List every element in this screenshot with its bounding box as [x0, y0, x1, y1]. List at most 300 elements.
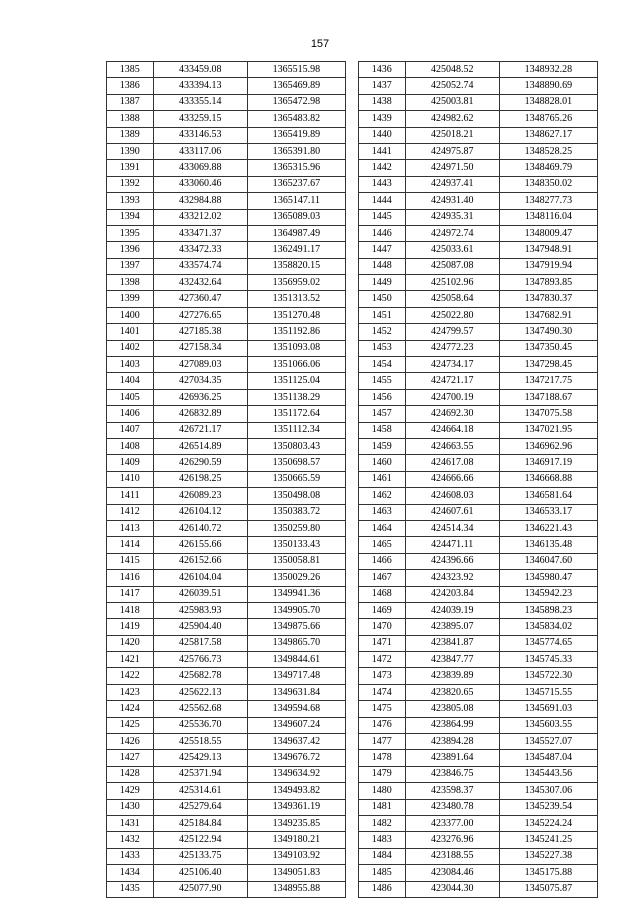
- point-number-cell: 1396: [107, 242, 154, 258]
- table-row: [359, 78, 598, 94]
- y-coordinate-cell: 1345175.88: [499, 865, 597, 881]
- table-row: [107, 258, 346, 274]
- x-coordinate-cell: 424721.17: [405, 373, 499, 389]
- y-coordinate-cell: 1345942.23: [499, 586, 597, 602]
- y-coordinate-cell: 1346581.64: [499, 488, 597, 504]
- y-coordinate-cell: 1358820.15: [247, 258, 345, 274]
- y-coordinate-cell: 1349235.85: [247, 815, 345, 831]
- y-coordinate-cell: 1348765.26: [499, 111, 597, 127]
- point-number-cell: 1475: [359, 701, 406, 717]
- x-coordinate-cell: 423820.65: [405, 684, 499, 700]
- y-coordinate-cell: 1345307.06: [499, 783, 597, 799]
- table-row: [107, 275, 346, 291]
- y-coordinate-cell: 1349637.42: [247, 734, 345, 750]
- y-coordinate-cell: 1365469.89: [247, 78, 345, 94]
- y-coordinate-cell: 1350029.26: [247, 570, 345, 586]
- y-coordinate-cell: 1345443.56: [499, 766, 597, 782]
- point-number-cell: 1385: [107, 62, 154, 78]
- point-number-cell: 1416: [107, 570, 154, 586]
- point-number-cell: 1427: [107, 750, 154, 766]
- point-number-cell: 1444: [359, 193, 406, 209]
- x-coordinate-cell: 427158.34: [153, 340, 247, 356]
- point-number-cell: 1438: [359, 94, 406, 110]
- y-coordinate-cell: 1345241.25: [499, 832, 597, 848]
- point-number-cell: 1402: [107, 340, 154, 356]
- table-row: [359, 455, 598, 471]
- point-number-cell: 1457: [359, 406, 406, 422]
- y-coordinate-cell: 1351270.48: [247, 307, 345, 323]
- table-row: [107, 750, 346, 766]
- point-number-cell: 1463: [359, 504, 406, 520]
- y-coordinate-cell: 1348009.47: [499, 225, 597, 241]
- x-coordinate-cell: 426721.17: [153, 422, 247, 438]
- point-number-cell: 1484: [359, 848, 406, 864]
- point-number-cell: 1400: [107, 307, 154, 323]
- table-row: [107, 143, 346, 159]
- y-coordinate-cell: 1349676.72: [247, 750, 345, 766]
- table-row: [359, 275, 598, 291]
- table-row: [107, 684, 346, 700]
- table-row: [359, 406, 598, 422]
- point-number-cell: 1412: [107, 504, 154, 520]
- y-coordinate-cell: 1351192.86: [247, 324, 345, 340]
- x-coordinate-cell: 423847.77: [405, 652, 499, 668]
- y-coordinate-cell: 1350698.57: [247, 455, 345, 471]
- y-coordinate-cell: 1347919.94: [499, 258, 597, 274]
- y-coordinate-cell: 1347490.30: [499, 324, 597, 340]
- point-number-cell: 1422: [107, 668, 154, 684]
- y-coordinate-cell: 1365237.67: [247, 176, 345, 192]
- point-number-cell: 1420: [107, 635, 154, 651]
- x-coordinate-cell: 424203.84: [405, 586, 499, 602]
- x-coordinate-cell: 423044.30: [405, 881, 499, 897]
- x-coordinate-cell: 425033.61: [405, 242, 499, 258]
- x-coordinate-cell: 424972.74: [405, 225, 499, 241]
- table-row: [359, 111, 598, 127]
- table-row: [359, 553, 598, 569]
- point-number-cell: 1397: [107, 258, 154, 274]
- table-row: [359, 504, 598, 520]
- point-number-cell: 1386: [107, 78, 154, 94]
- y-coordinate-cell: 1348932.28: [499, 62, 597, 78]
- point-number-cell: 1459: [359, 438, 406, 454]
- page-number: 157: [310, 38, 330, 50]
- y-coordinate-cell: 1348528.25: [499, 143, 597, 159]
- table-row: [107, 307, 346, 323]
- point-number-cell: 1439: [359, 111, 406, 127]
- table-row: [359, 602, 598, 618]
- x-coordinate-cell: 426155.66: [153, 537, 247, 553]
- point-number-cell: 1437: [359, 78, 406, 94]
- point-number-cell: 1395: [107, 225, 154, 241]
- point-number-cell: 1403: [107, 357, 154, 373]
- point-number-cell: 1472: [359, 652, 406, 668]
- table-row: [107, 488, 346, 504]
- point-number-cell: 1418: [107, 602, 154, 618]
- x-coordinate-cell: 423891.64: [405, 750, 499, 766]
- table-row: [359, 766, 598, 782]
- point-number-cell: 1455: [359, 373, 406, 389]
- x-coordinate-cell: 424608.03: [405, 488, 499, 504]
- point-number-cell: 1435: [107, 881, 154, 897]
- point-number-cell: 1478: [359, 750, 406, 766]
- x-coordinate-cell: 423480.78: [405, 799, 499, 815]
- table-row: [359, 143, 598, 159]
- point-number-cell: 1447: [359, 242, 406, 258]
- x-coordinate-cell: 425983.93: [153, 602, 247, 618]
- x-coordinate-cell: 433459.08: [153, 62, 247, 78]
- point-number-cell: 1408: [107, 438, 154, 454]
- x-coordinate-cell: 432984.88: [153, 193, 247, 209]
- x-coordinate-cell: 433069.88: [153, 160, 247, 176]
- x-coordinate-cell: 433472.33: [153, 242, 247, 258]
- x-coordinate-cell: 433259.15: [153, 111, 247, 127]
- y-coordinate-cell: 1349180.21: [247, 832, 345, 848]
- point-number-cell: 1411: [107, 488, 154, 504]
- table-row: [359, 668, 598, 684]
- table-row: [359, 340, 598, 356]
- table-row: [359, 291, 598, 307]
- point-number-cell: 1486: [359, 881, 406, 897]
- y-coordinate-cell: 1349717.48: [247, 668, 345, 684]
- x-coordinate-cell: 424935.31: [405, 209, 499, 225]
- x-coordinate-cell: 425766.73: [153, 652, 247, 668]
- y-coordinate-cell: 1347188.67: [499, 389, 597, 405]
- y-coordinate-cell: 1365419.89: [247, 127, 345, 143]
- point-number-cell: 1465: [359, 537, 406, 553]
- table-row: [107, 701, 346, 717]
- point-number-cell: 1433: [107, 848, 154, 864]
- table-row: [359, 652, 598, 668]
- point-number-cell: 1483: [359, 832, 406, 848]
- y-coordinate-cell: 1349493.82: [247, 783, 345, 799]
- x-coordinate-cell: 427360.47: [153, 291, 247, 307]
- point-number-cell: 1452: [359, 324, 406, 340]
- y-coordinate-cell: 1345691.03: [499, 701, 597, 717]
- y-coordinate-cell: 1345239.54: [499, 799, 597, 815]
- x-coordinate-cell: 427276.65: [153, 307, 247, 323]
- x-coordinate-cell: 427089.03: [153, 357, 247, 373]
- y-coordinate-cell: 1348955.88: [247, 881, 345, 897]
- y-coordinate-cell: 1351138.29: [247, 389, 345, 405]
- point-number-cell: 1462: [359, 488, 406, 504]
- point-number-cell: 1468: [359, 586, 406, 602]
- table-row: [359, 750, 598, 766]
- x-coordinate-cell: 424323.92: [405, 570, 499, 586]
- y-coordinate-cell: 1365391.80: [247, 143, 345, 159]
- table-row: [359, 160, 598, 176]
- y-coordinate-cell: 1345227.38: [499, 848, 597, 864]
- table-row: [359, 438, 598, 454]
- point-number-cell: 1404: [107, 373, 154, 389]
- x-coordinate-cell: 433355.14: [153, 94, 247, 110]
- x-coordinate-cell: 424666.66: [405, 471, 499, 487]
- x-coordinate-cell: 427185.38: [153, 324, 247, 340]
- x-coordinate-cell: 425817.58: [153, 635, 247, 651]
- point-number-cell: 1413: [107, 520, 154, 536]
- point-number-cell: 1429: [107, 783, 154, 799]
- x-coordinate-cell: 425622.13: [153, 684, 247, 700]
- y-coordinate-cell: 1349865.70: [247, 635, 345, 651]
- point-number-cell: 1466: [359, 553, 406, 569]
- x-coordinate-cell: 424607.61: [405, 504, 499, 520]
- x-coordinate-cell: 423864.99: [405, 717, 499, 733]
- y-coordinate-cell: 1348277.73: [499, 193, 597, 209]
- y-coordinate-cell: 1348627.17: [499, 127, 597, 143]
- y-coordinate-cell: 1347217.75: [499, 373, 597, 389]
- table-row: [359, 832, 598, 848]
- point-number-cell: 1424: [107, 701, 154, 717]
- x-coordinate-cell: 425102.96: [405, 275, 499, 291]
- table-row: [107, 586, 346, 602]
- x-coordinate-cell: 424664.18: [405, 422, 499, 438]
- point-number-cell: 1441: [359, 143, 406, 159]
- point-number-cell: 1417: [107, 586, 154, 602]
- y-coordinate-cell: 1347682.91: [499, 307, 597, 323]
- x-coordinate-cell: 426039.51: [153, 586, 247, 602]
- y-coordinate-cell: 1345487.04: [499, 750, 597, 766]
- table-row: [107, 438, 346, 454]
- x-coordinate-cell: 425058.64: [405, 291, 499, 307]
- x-coordinate-cell: 424975.87: [405, 143, 499, 159]
- x-coordinate-cell: 426140.72: [153, 520, 247, 536]
- table-row: [107, 734, 346, 750]
- y-coordinate-cell: 1347075.58: [499, 406, 597, 422]
- point-number-cell: 1443: [359, 176, 406, 192]
- point-number-cell: 1398: [107, 275, 154, 291]
- x-coordinate-cell: 424971.50: [405, 160, 499, 176]
- coordinates-table-left: [106, 61, 346, 898]
- point-number-cell: 1425: [107, 717, 154, 733]
- point-number-cell: 1460: [359, 455, 406, 471]
- table-row: [107, 242, 346, 258]
- x-coordinate-cell: 424663.55: [405, 438, 499, 454]
- table-row: [107, 504, 346, 520]
- point-number-cell: 1436: [359, 62, 406, 78]
- y-coordinate-cell: 1365483.82: [247, 111, 345, 127]
- point-number-cell: 1426: [107, 734, 154, 750]
- x-coordinate-cell: 425536.70: [153, 717, 247, 733]
- table-row: [107, 520, 346, 536]
- y-coordinate-cell: 1365089.03: [247, 209, 345, 225]
- table-row: [107, 291, 346, 307]
- y-coordinate-cell: 1351093.08: [247, 340, 345, 356]
- y-coordinate-cell: 1351125.04: [247, 373, 345, 389]
- x-coordinate-cell: 423839.89: [405, 668, 499, 684]
- y-coordinate-cell: 1349875.66: [247, 619, 345, 635]
- x-coordinate-cell: 426089.23: [153, 488, 247, 504]
- table-row: [359, 799, 598, 815]
- y-coordinate-cell: 1348116.04: [499, 209, 597, 225]
- table-row: [359, 193, 598, 209]
- point-number-cell: 1469: [359, 602, 406, 618]
- y-coordinate-cell: 1350665.59: [247, 471, 345, 487]
- table-row: [107, 668, 346, 684]
- x-coordinate-cell: 425106.40: [153, 865, 247, 881]
- table-row: [107, 619, 346, 635]
- x-coordinate-cell: 426832.89: [153, 406, 247, 422]
- y-coordinate-cell: 1345715.55: [499, 684, 597, 700]
- y-coordinate-cell: 1348890.69: [499, 78, 597, 94]
- table-row: [359, 127, 598, 143]
- y-coordinate-cell: 1346221.43: [499, 520, 597, 536]
- point-number-cell: 1467: [359, 570, 406, 586]
- table-row: [107, 193, 346, 209]
- table-row: [107, 799, 346, 815]
- table-row: [359, 357, 598, 373]
- y-coordinate-cell: 1345898.23: [499, 602, 597, 618]
- point-number-cell: 1390: [107, 143, 154, 159]
- x-coordinate-cell: 425904.40: [153, 619, 247, 635]
- point-number-cell: 1477: [359, 734, 406, 750]
- point-number-cell: 1449: [359, 275, 406, 291]
- x-coordinate-cell: 424692.30: [405, 406, 499, 422]
- point-number-cell: 1392: [107, 176, 154, 192]
- y-coordinate-cell: 1346047.60: [499, 553, 597, 569]
- y-coordinate-cell: 1345745.33: [499, 652, 597, 668]
- y-coordinate-cell: 1349844.61: [247, 652, 345, 668]
- x-coordinate-cell: 425682.78: [153, 668, 247, 684]
- x-coordinate-cell: 426514.89: [153, 438, 247, 454]
- y-coordinate-cell: 1346533.17: [499, 504, 597, 520]
- point-number-cell: 1464: [359, 520, 406, 536]
- x-coordinate-cell: 425314.61: [153, 783, 247, 799]
- x-coordinate-cell: 425184.84: [153, 815, 247, 831]
- x-coordinate-cell: 425048.52: [405, 62, 499, 78]
- y-coordinate-cell: 1350498.08: [247, 488, 345, 504]
- y-coordinate-cell: 1350383.72: [247, 504, 345, 520]
- table-row: [107, 717, 346, 733]
- y-coordinate-cell: 1349103.92: [247, 848, 345, 864]
- table-row: [107, 865, 346, 881]
- point-number-cell: 1446: [359, 225, 406, 241]
- y-coordinate-cell: 1345527.07: [499, 734, 597, 750]
- x-coordinate-cell: 425003.81: [405, 94, 499, 110]
- y-coordinate-cell: 1346135.48: [499, 537, 597, 553]
- coordinates-table-right-body: [359, 62, 598, 898]
- y-coordinate-cell: 1347830.37: [499, 291, 597, 307]
- y-coordinate-cell: 1345603.55: [499, 717, 597, 733]
- x-coordinate-cell: 433117.06: [153, 143, 247, 159]
- y-coordinate-cell: 1350803.43: [247, 438, 345, 454]
- point-number-cell: 1415: [107, 553, 154, 569]
- x-coordinate-cell: 425077.90: [153, 881, 247, 897]
- x-coordinate-cell: 424514.34: [405, 520, 499, 536]
- x-coordinate-cell: 423598.37: [405, 783, 499, 799]
- point-number-cell: 1434: [107, 865, 154, 881]
- table-row: [107, 471, 346, 487]
- y-coordinate-cell: 1345834.02: [499, 619, 597, 635]
- x-coordinate-cell: 425022.80: [405, 307, 499, 323]
- y-coordinate-cell: 1365315.96: [247, 160, 345, 176]
- table-row: [359, 389, 598, 405]
- table-row: [359, 209, 598, 225]
- y-coordinate-cell: 1356959.02: [247, 275, 345, 291]
- table-row: [107, 570, 346, 586]
- point-number-cell: 1428: [107, 766, 154, 782]
- table-row: [359, 258, 598, 274]
- table-row: [107, 406, 346, 422]
- table-row: [107, 537, 346, 553]
- x-coordinate-cell: 424471.11: [405, 537, 499, 553]
- y-coordinate-cell: 1351112.34: [247, 422, 345, 438]
- y-coordinate-cell: 1347948.91: [499, 242, 597, 258]
- table-row: [359, 471, 598, 487]
- y-coordinate-cell: 1349051.83: [247, 865, 345, 881]
- table-row: [107, 389, 346, 405]
- point-number-cell: 1401: [107, 324, 154, 340]
- table-row: [359, 422, 598, 438]
- y-coordinate-cell: 1348469.79: [499, 160, 597, 176]
- y-coordinate-cell: 1362491.17: [247, 242, 345, 258]
- x-coordinate-cell: 433471.37: [153, 225, 247, 241]
- point-number-cell: 1448: [359, 258, 406, 274]
- y-coordinate-cell: 1349634.92: [247, 766, 345, 782]
- y-coordinate-cell: 1351066.06: [247, 357, 345, 373]
- y-coordinate-cell: 1345774.65: [499, 635, 597, 651]
- table-row: [107, 176, 346, 192]
- point-number-cell: 1454: [359, 357, 406, 373]
- y-coordinate-cell: 1347298.45: [499, 357, 597, 373]
- x-coordinate-cell: 423841.87: [405, 635, 499, 651]
- point-number-cell: 1391: [107, 160, 154, 176]
- point-number-cell: 1479: [359, 766, 406, 782]
- point-number-cell: 1476: [359, 717, 406, 733]
- y-coordinate-cell: 1349941.36: [247, 586, 345, 602]
- table-row: [359, 520, 598, 536]
- table-row: [107, 111, 346, 127]
- table-row: [359, 619, 598, 635]
- table-row: [359, 373, 598, 389]
- y-coordinate-cell: 1364987.49: [247, 225, 345, 241]
- table-row: [107, 455, 346, 471]
- point-number-cell: 1407: [107, 422, 154, 438]
- table-row: [107, 652, 346, 668]
- x-coordinate-cell: 423377.00: [405, 815, 499, 831]
- y-coordinate-cell: 1365147.11: [247, 193, 345, 209]
- point-number-cell: 1409: [107, 455, 154, 471]
- table-row: [359, 848, 598, 864]
- point-number-cell: 1387: [107, 94, 154, 110]
- y-coordinate-cell: 1347893.85: [499, 275, 597, 291]
- y-coordinate-cell: 1351313.52: [247, 291, 345, 307]
- table-row: [107, 848, 346, 864]
- point-number-cell: 1431: [107, 815, 154, 831]
- y-coordinate-cell: 1349631.84: [247, 684, 345, 700]
- point-number-cell: 1442: [359, 160, 406, 176]
- table-row: [107, 324, 346, 340]
- x-coordinate-cell: 425279.64: [153, 799, 247, 815]
- table-row: [107, 881, 346, 897]
- x-coordinate-cell: 426936.25: [153, 389, 247, 405]
- x-coordinate-cell: 423188.55: [405, 848, 499, 864]
- point-number-cell: 1473: [359, 668, 406, 684]
- y-coordinate-cell: 1345722.30: [499, 668, 597, 684]
- table-row: [359, 488, 598, 504]
- x-coordinate-cell: 424396.66: [405, 553, 499, 569]
- x-coordinate-cell: 424982.62: [405, 111, 499, 127]
- table-row: [107, 635, 346, 651]
- point-number-cell: 1458: [359, 422, 406, 438]
- point-number-cell: 1410: [107, 471, 154, 487]
- point-number-cell: 1450: [359, 291, 406, 307]
- x-coordinate-cell: 427034.35: [153, 373, 247, 389]
- table-row: [107, 127, 346, 143]
- x-coordinate-cell: 424617.08: [405, 455, 499, 471]
- table-row: [107, 766, 346, 782]
- x-coordinate-cell: 432432.64: [153, 275, 247, 291]
- x-coordinate-cell: 433574.74: [153, 258, 247, 274]
